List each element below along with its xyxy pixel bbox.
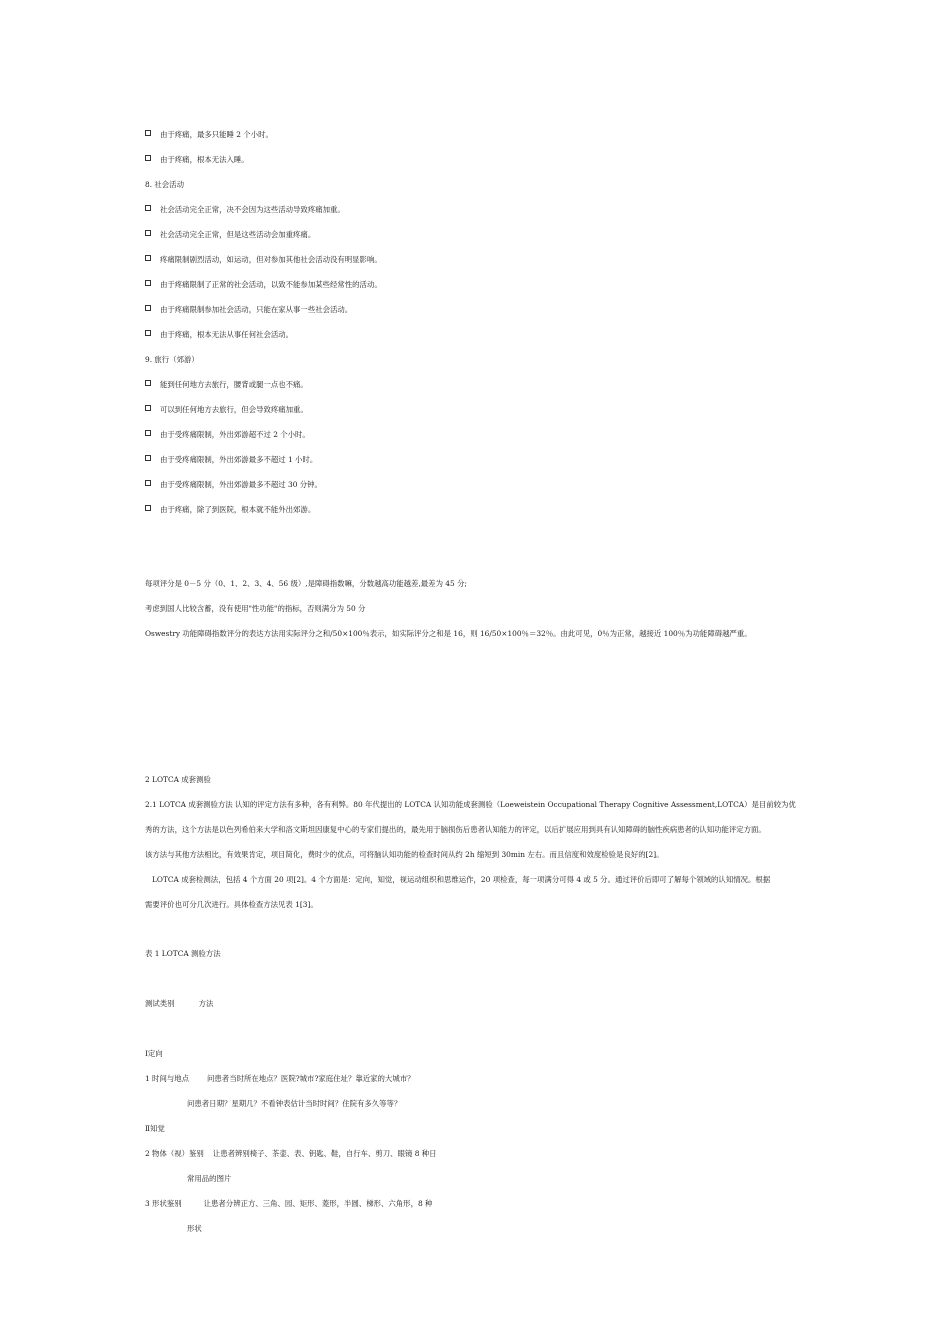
- sleep-option: [145, 130, 273, 140]
- lotca-paragraph-line: 秀的方法，这个方法是以色列希伯来大学和洛文斯坦因康复中心的专家们提出的，最先用于脑损伤后患者认知能力的评定，以后扩展应用到具有认知障碍的脑性疾病患者的认知功能评定方面。: [145, 825, 766, 834]
- travel-option: [145, 480, 322, 490]
- section-title-travel: 9. 旅行（郊游）: [145, 355, 199, 364]
- row-method: 让患者分辨正方、三角、园、矩形、菱形，半圆、梯形、六角形，8 种: [203, 1199, 433, 1208]
- checkbox-icon[interactable]: [145, 230, 151, 236]
- checkbox-icon[interactable]: [145, 305, 151, 311]
- lotca-paragraph-line: 需要评价也可分几次进行。具体检查方法见表 1[3]。: [145, 900, 318, 909]
- checkbox-icon[interactable]: [145, 405, 151, 411]
- option-text: 由于受疼痛限制，外出郊游最多不超过 1 小时。: [160, 455, 318, 464]
- option-text: 由于受疼痛限制，外出郊游最多不超过 30 分钟。: [160, 480, 322, 489]
- table-row: [145, 1149, 437, 1159]
- option-text: 社会活动完全正常，但是这些活动会加重疼痛。: [160, 230, 316, 239]
- checkbox-icon[interactable]: [145, 430, 151, 436]
- option-text: 由于疼痛，除了到医院，根本就不能外出郊游。: [160, 505, 316, 514]
- table-section: Ⅰ定向: [145, 1049, 163, 1058]
- social-option: [145, 330, 293, 340]
- option-text: 由于疼痛，根本无法从事任何社会活动。: [160, 330, 294, 339]
- table-caption: 表 1 LOTCA 测验方法: [145, 949, 221, 958]
- social-option: [145, 305, 352, 315]
- travel-option: [145, 505, 315, 515]
- row-label: 1 时间与地点: [145, 1074, 190, 1083]
- social-option: [145, 230, 315, 240]
- social-option: [145, 280, 382, 290]
- lotca-heading: 2 LOTCA 成套测验: [145, 775, 211, 784]
- option-text: 由于疼痛，最多只能睡 2 个小时。: [160, 130, 273, 139]
- table-header: [145, 999, 213, 1009]
- option-text: 由于受疼痛限制，外出郊游超不过 2 个小时。: [160, 430, 310, 439]
- option-text: 由于疼痛限制参加社会活动，只能在家从事一些社会活动。: [160, 305, 353, 314]
- row-method: 让患者辨别椅子、茶壶、表、钥匙、鞋，自行车、剪刀、眼镜 8 种日: [212, 1149, 437, 1158]
- option-text: 可以到任何地方去旅行，但会导致疼痛加重。: [160, 405, 308, 414]
- table-row: [145, 1199, 432, 1209]
- checkbox-icon[interactable]: [145, 480, 151, 486]
- section-title-social: 8. 社会活动: [145, 180, 184, 189]
- sleep-option: [145, 155, 249, 165]
- checkbox-icon[interactable]: [145, 205, 151, 211]
- scoring-note: 考虑到国人比较含蓄，没有使用"性功能"的指标，否则满分为 50 分: [145, 604, 366, 613]
- option-text: 能到任何地方去旅行，腰背或腿一点也不痛。: [160, 380, 308, 389]
- option-text: 由于疼痛，根本无法入睡。: [160, 155, 249, 164]
- table-row-cont: 常用品的图片: [187, 1174, 232, 1183]
- option-text: 由于疼痛限制了正常的社会活动，以致不能参加某些经常性的活动。: [160, 280, 382, 289]
- checkbox-icon[interactable]: [145, 130, 151, 136]
- table-section: Ⅱ知觉: [145, 1124, 165, 1133]
- option-text: 疼痛限制剧烈活动，如运动，但对参加其他社会活动没有明显影响。: [160, 255, 382, 264]
- lotca-paragraph-line: LOTCA 成套检测法，包括 4 个方面 20 项[2]。4 个方面是：定向，知觉，视运动组织和思维运作，20 项检查，每一项满分可得 4 或 5 分。通过评价后即可了解每个领域的认知情况。根据: [152, 875, 771, 884]
- row-label: 2 物体（视）鉴别: [145, 1149, 204, 1158]
- scoring-note: Oswestry 功能障碍指数评分的表达方法用实际评分之和/50×100％表示，如实际评分之和是 16，则 16/50×100％＝32％。由此可见，0％为正常，越接近 100％为功能障碍越严重。: [145, 629, 752, 638]
- option-text: 社会活动完全正常，决不会因为这些活动导致疼痛加重。: [160, 205, 345, 214]
- table-row-cont: 问患者日期？星期几？不看钟表估计当时时间？住院有多久等等？: [187, 1099, 402, 1108]
- header-category: 测试类别: [145, 999, 175, 1008]
- travel-option: [145, 405, 308, 415]
- travel-option: [145, 455, 317, 465]
- header-method: 方法: [198, 999, 214, 1008]
- travel-option: [145, 430, 310, 440]
- checkbox-icon[interactable]: [145, 505, 151, 511]
- row-label: 3 形状鉴别: [145, 1199, 182, 1208]
- checkbox-icon[interactable]: [145, 155, 151, 161]
- checkbox-icon[interactable]: [145, 255, 151, 261]
- checkbox-icon[interactable]: [145, 380, 151, 386]
- social-option: [145, 205, 345, 215]
- row-method: 问患者当时所在地点？医院?城市?家庭住址？靠近家的大城市？: [207, 1074, 415, 1083]
- lotca-paragraph-line: 该方法与其他方法相比，有效果肯定，项目简化，费时少的优点，可将脑认知功能的检查时间从约 2h 缩短到 30min 左右。而且信度和效度检验是良好的[2]。: [145, 850, 664, 859]
- lotca-paragraph-line: 2.1 LOTCA 成套测验方法 认知的评定方法有多种，各有利弊。80 年代提出的 LOTCA 认知功能成套测验（Loeweistein Occupational Therapy Cognitive Assessment,LOTCA）是目前较为优: [145, 800, 796, 809]
- checkbox-icon[interactable]: [145, 455, 151, 461]
- table-row: [145, 1074, 415, 1084]
- checkbox-icon[interactable]: [145, 280, 151, 286]
- checkbox-icon[interactable]: [145, 330, 151, 336]
- table-row-cont: 形状: [187, 1224, 202, 1233]
- travel-option: [145, 380, 308, 390]
- scoring-note: 每项评分是 0－5 分（0、1、2、3、4、56 级）,是障碍指数嘛，分数越高功能越差,最差为 45 分;: [145, 579, 467, 588]
- social-option: [145, 255, 382, 265]
